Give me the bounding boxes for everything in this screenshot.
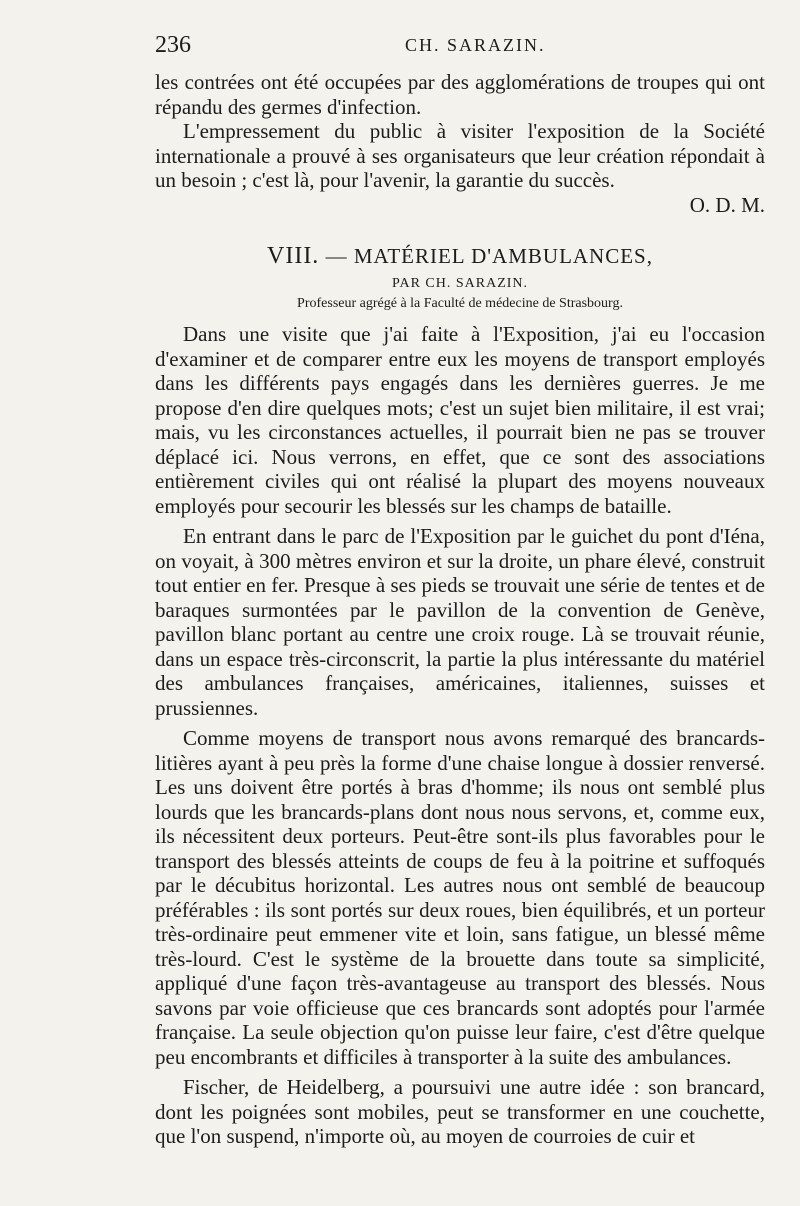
author-affiliation: Professeur agrégé à la Faculté de médecine de Strasbourg. xyxy=(297,296,623,311)
page-header xyxy=(155,32,755,62)
paragraph: Dans une visite que j'ai faite à l'Exposition, j'ai eu l'occasion d'examiner et de comparer entre eux les moyens de transport employés dans les différents pays engagés dans les dernières guerres. Je me propose d'en dire quelques mots; c'est un sujet bien militaire, il est vrai; mais, vu les circonstances actuelles, il pourrait bien ne pas se trouver déplacé ici. Nous verrons, en effet, que ce sont des associations entièrement civiles qui ont réalisé la plupart des moyens nouveaux employés pour secourir les blessés sur les champs de bataille. xyxy=(155,322,765,518)
paragraph: En entrant dans le parc de l'Exposition par le guichet du pont d'Iéna, on voyait, à 300 mètres environ et sur la droite, un phare élevé, construit tout entier en fer. Presque à ses pieds se trouvait une série de tentes et de baraques surmontées par le pavillon de la convention de Genève, pavillon blanc portant au centre une croix rouge. Là se trouvait réunie, dans un espace très-circonscrit, la partie la plus intéressante du matériel des ambulances françaises, américaines, italiennes, suisses et prussiennes. xyxy=(155,524,765,720)
page-number: 236 xyxy=(155,32,191,58)
paragraph-continued: les contrées ont été occupées par des agglomérations de troupes qui ont répandu des germes d'infection. xyxy=(155,70,765,119)
paragraph-exposition: L'empressement du public à visiter l'exposition de la Société internationale a prouvé à ses organisateurs que leur création répondait à un besoin ; c'est là, pour l'avenir, la garantie du succès. xyxy=(155,119,765,192)
author-initials: O. D. M. xyxy=(689,192,765,217)
running-head: CH. SARAZIN. xyxy=(405,35,546,55)
paragraph: Fischer, de Heidelberg, a poursuivi une autre idée : son brancard, dont les poignées sont mobiles, peut se transformer en une couchette, que l'on suspend, n'importe où, au moyen de courroies de cuir et xyxy=(155,1075,765,1148)
section-number: VIII. xyxy=(267,243,320,269)
section-heading xyxy=(155,243,765,270)
section-title: — MATÉRIEL D'AMBULANCES, xyxy=(325,244,653,268)
section-byline: PAR CH. SARAZIN. xyxy=(391,276,529,291)
body-text xyxy=(155,70,765,1149)
paragraph: Comme moyens de transport nous avons remarqué des brancards-litières ayant à peu près la forme d'une chaise longue à dossier renversé. Les uns doivent être portés à bras d'homme; ils nous ont semblé plus lourds que les brancards-plans dont nous nous servons, et, comme eux, ils nécessitent deux porteurs. Peut-être sont-ils plus favorables pour le transport des blessés atteints de coups de feu à la poitrine et suffoqués par le décubitus horizontal. Les autres nous ont semblé de beaucoup préférables : ils sont portés sur deux roues, bien équilibrés, et un porteur très-ordinaire peut emmener vite et loin, sans fatigue, un blessé même très-lourd. C'est le système de la brouette dans toute sa simplicité, appliqué d'une façon très-avantageuse au transport des blessés. Nous savons par voie officieuse que ces brancards sont adoptés pour l'armée française. La seule objection qu'on puisse leur faire, c'est d'être quelque peu encombrants et difficiles à transporter à la suite des ambulances. xyxy=(155,726,765,1069)
